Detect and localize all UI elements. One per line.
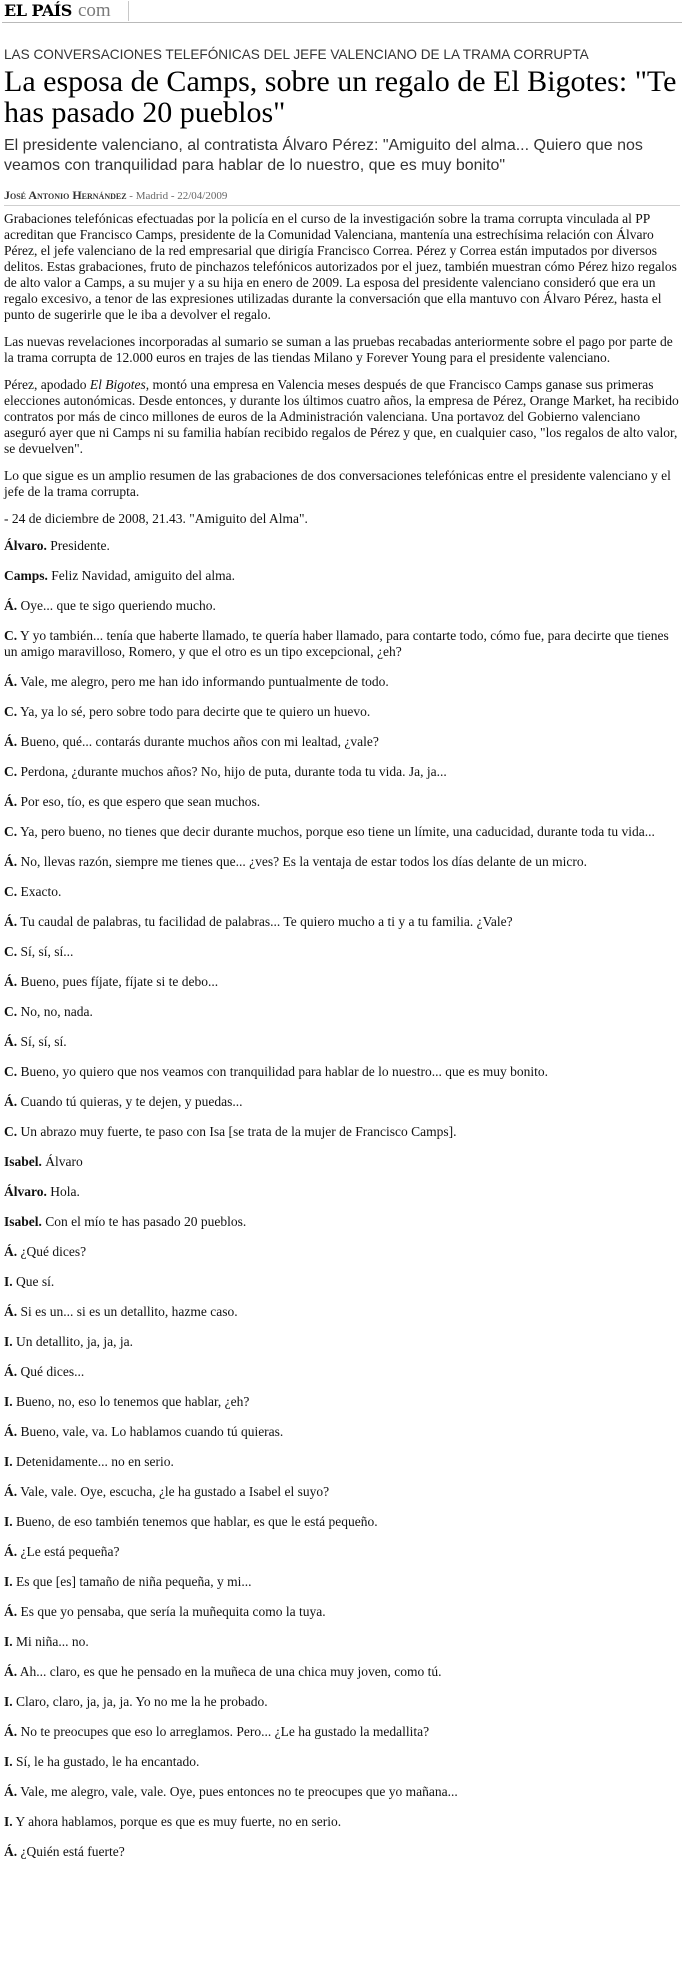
speaker-label: I. — [4, 1274, 13, 1289]
dialogue-line — [4, 1574, 680, 1590]
dialogue-text: Y ahora hablamos, porque es que es muy fuerte, no en serio. — [12, 1814, 342, 1829]
dialogue-text: Sí, sí, sí. — [17, 1034, 67, 1049]
dialogue-line — [4, 1334, 680, 1350]
dialogue-line — [4, 1064, 680, 1080]
speaker-label: I. — [4, 1514, 13, 1529]
dialogue-line — [4, 1604, 680, 1620]
paragraph: Grabaciones telefónicas efectuadas por la policía en el curso de la investigación sobre la trama corrupta vinculada al PP acreditan que Francisco Camps, presidente de la Comunidad Valenciana, mantenía una estrechísima relación con Álvaro Pérez, el jefe valenciano de la red empresarial que dirigía Francisco Correa. Pérez y Correa están imputados por diversos delitos. Estas grabaciones, fruto de pinchazos telefónicos autorizados por el juez, también muestran cómo Pérez hizo regalos de alto valor a Camps, a su mujer y a su hija en enero de 2009. La esposa del presidente valenciano consideró que era un regalo excesivo, a tenor de las expresiones utilizadas durante la conversación que ella mantuvo con Álvaro Pérez, hasta el punto de sugerirle que le iba a devolver el regalo. — [4, 211, 677, 322]
dialogue-text: Sí, sí, sí... — [17, 944, 74, 959]
dialogue-line — [4, 1544, 680, 1560]
paragraph-text: Pérez, apodado — [4, 377, 90, 392]
dialogue-line — [4, 734, 680, 750]
byline-place-date: - Madrid - 22/04/2009 — [126, 190, 228, 202]
dialogue-text: Vale, vale. Oye, escucha, ¿le ha gustado a Isabel el suyo? — [17, 1484, 330, 1499]
dialogue-line — [4, 1394, 680, 1410]
dialogue-line — [4, 914, 680, 930]
speaker-label: Á. — [4, 734, 18, 749]
paragraph-text: , montó una empresa en Valencia meses después de que Francisco Camps ganase sus primeras elecciones autonómicas. Desde entonces, y durante los últimos cuatro años, la empresa de Pérez, Orange Market, ha recibido contratos por más de cinco millones de euros de la Administración valenciana. Una portavoz del Gobierno valenciano aseguró ayer que ni Camps ni su familia habían recibido regalos de Pérez y que, en cualquier caso, "los regalos de alto valor, se devuelven". — [4, 377, 679, 456]
dialogue-text: Vale, me alegro, vale, vale. Oye, pues entonces no te preocupes que yo mañana... — [17, 1784, 458, 1799]
speaker-label: Á. — [4, 1094, 18, 1109]
dialogue-text: Bueno, yo quiero que nos veamos con tranquilidad para hablar de lo nuestro... que es muy bonito. — [17, 1064, 549, 1079]
nickname-italic: El Bigotes — [89, 377, 146, 392]
dialogue-line — [4, 1004, 680, 1020]
transcript-heading: - 24 de diciembre de 2008, 21.43. "Amiguito del Alma". — [4, 511, 308, 526]
dialogue-line — [4, 1274, 680, 1290]
dialogue-text: Es que yo pensaba, que sería la muñequita como la tuya. — [17, 1604, 326, 1619]
speaker-label: C. — [4, 944, 18, 959]
speaker-label: C. — [4, 1004, 18, 1019]
speaker-label: Isabel. — [4, 1214, 42, 1229]
dialogue-text: Sí, le ha gustado, le ha encantado. — [12, 1754, 200, 1769]
dialogue-line — [4, 538, 680, 554]
dialogue-text: Bueno, pues fíjate, fíjate si te debo... — [17, 974, 219, 989]
speaker-label: I. — [4, 1754, 13, 1769]
dialogue-line — [4, 1454, 680, 1470]
dialogue-line — [4, 1244, 680, 1260]
speaker-label: Isabel. — [4, 1154, 42, 1169]
speaker-label: C. — [4, 824, 18, 839]
dialogue-line — [4, 1694, 680, 1710]
speaker-label: Á. — [4, 1724, 18, 1739]
speaker-label: I. — [4, 1634, 13, 1649]
logo[interactable]: EL PAÍS — [4, 1, 72, 20]
speaker-label: Á. — [4, 1034, 18, 1049]
dialogue-line — [4, 794, 680, 810]
logo-suffix[interactable]: com — [78, 0, 111, 21]
dialogue-text: Bueno, vale, va. Lo hablamos cuando tú quieras. — [17, 1424, 284, 1439]
speaker-label: Á. — [4, 794, 18, 809]
paragraph: Las nuevas revelaciones incorporadas al sumario se suman a las pruebas recabadas anteriormente sobre el pago por parte de la trama corrupta de 12.000 euros en trajes de las tiendas Milano y Forever Young para el presidente valenciano. — [4, 334, 673, 365]
dialogue-text: Bueno, de eso también tenemos que hablar, es que le está pequeño. — [12, 1514, 378, 1529]
speaker-label: Á. — [4, 1604, 18, 1619]
speaker-label: Á. — [4, 1244, 18, 1259]
dialogue-line — [4, 854, 680, 870]
speaker-label: Á. — [4, 1424, 18, 1439]
dialogue-text: Cuando tú quieras, y te dejen, y puedas... — [17, 1094, 243, 1109]
dialogue-line — [4, 1664, 680, 1680]
speaker-label: Á. — [4, 854, 18, 869]
masthead — [2, 0, 682, 23]
byline — [4, 188, 227, 203]
dialogue-line — [4, 1184, 680, 1200]
dialogue-text: Exacto. — [17, 884, 62, 899]
speaker-label: Á. — [4, 1844, 18, 1859]
dialogue-text: No, llevas razón, siempre me tienes que... ¿ves? Es la ventaja de estar todos los días delante de un micro. — [17, 854, 587, 869]
dialogue-line — [4, 1784, 680, 1800]
dialogue-line — [4, 944, 680, 960]
dialogue-line — [4, 1514, 680, 1530]
dialogue-line — [4, 1214, 680, 1230]
dialogue-text: Mi niña... no. — [12, 1634, 89, 1649]
dialogue-text: Por eso, tío, es que espero que sean muchos. — [17, 794, 261, 809]
dialogue-line — [4, 1424, 680, 1440]
speaker-label: C. — [4, 1124, 18, 1139]
dialogue-text: Es que [es] tamaño de niña pequeña, y mi... — [12, 1574, 252, 1589]
speaker-label: I. — [4, 1694, 13, 1709]
dialogue-line — [4, 1364, 680, 1380]
dialogue-line — [4, 974, 680, 990]
speaker-label: Á. — [4, 1304, 18, 1319]
dialogue-line — [4, 628, 680, 660]
dialogue-line — [4, 764, 680, 780]
speaker-label: I. — [4, 1334, 13, 1349]
speaker-label: I. — [4, 1814, 13, 1829]
article-body — [4, 211, 680, 1874]
dialogue-text: Y yo también... tenía que haberte llamado, te quería haber llamado, para contarte todo, cómo fue, para decirte que tienes un amigo maravilloso, Romero, y que el otro es un tipo excepcional, ¿eh? — [4, 628, 669, 659]
dialogue-line — [4, 598, 680, 614]
speaker-label: Álvaro. — [4, 538, 47, 553]
dialogue-text: ¿Quién está fuerte? — [17, 1844, 125, 1859]
masthead-divider — [128, 1, 129, 21]
dialogue-line — [4, 704, 680, 720]
byline-divider — [4, 205, 680, 206]
dialogue-text: Presidente. — [46, 538, 110, 553]
dialogue-text: No, no, nada. — [17, 1004, 93, 1019]
dialogue-line — [4, 1484, 680, 1500]
dialogue-line — [4, 1154, 680, 1170]
transcript — [4, 538, 680, 1860]
headline: La esposa de Camps, sobre un regalo de El Bigotes: "Te has pasado 20 pueblos" — [4, 65, 677, 129]
dialogue-text: Un detallito, ja, ja, ja. — [12, 1334, 133, 1349]
dialogue-text: Ah... claro, es que he pensado en la muñeca de una chica muy joven, como tú. — [17, 1664, 442, 1679]
dialogue-line — [4, 568, 680, 584]
dialogue-line — [4, 1844, 680, 1860]
dialogue-line — [4, 884, 680, 900]
dialogue-text: No te preocupes que eso lo arreglamos. Pero... ¿Le ha gustado la medallita? — [17, 1724, 430, 1739]
speaker-label: I. — [4, 1454, 13, 1469]
speaker-label: Á. — [4, 674, 18, 689]
speaker-label: Á. — [4, 914, 18, 929]
dialogue-line — [4, 674, 680, 690]
speaker-label: Á. — [4, 1544, 18, 1559]
dialogue-text: Que sí. — [12, 1274, 55, 1289]
speaker-label: Á. — [4, 1364, 18, 1379]
dialogue-text: Bueno, qué... contarás durante muchos años con mi lealtad, ¿vale? — [17, 734, 379, 749]
dialogue-text: Si es un... si es un detallito, hazme caso. — [17, 1304, 238, 1319]
dialogue-text: Perdona, ¿durante muchos años? No, hijo de puta, durante toda tu vida. Ja, ja... — [17, 764, 447, 779]
dialogue-text: Vale, me alegro, pero me han ido informando puntualmente de todo. — [17, 674, 389, 689]
dialogue-text: Oye... que te sigo queriendo mucho. — [17, 598, 216, 613]
dialogue-line — [4, 1304, 680, 1320]
speaker-label: C. — [4, 1064, 18, 1079]
dialogue-line — [4, 1724, 680, 1740]
dialogue-text: Un abrazo muy fuerte, te paso con Isa [se trata de la mujer de Francisco Camps]. — [17, 1124, 457, 1139]
speaker-label: C. — [4, 704, 18, 719]
speaker-label: Á. — [4, 1784, 18, 1799]
dialogue-text: Ya, pero bueno, no tienes que decir durante muchos, porque eso tiene un límite, una caducidad, durante toda tu vida... — [17, 824, 655, 839]
dialogue-text: Feliz Navidad, amiguito del alma. — [47, 568, 235, 583]
dialogue-line — [4, 824, 680, 840]
dialogue-text: Detenidamente... no en serio. — [12, 1454, 174, 1469]
paragraph — [4, 377, 680, 457]
dialogue-line — [4, 1814, 680, 1830]
dialogue-text: Álvaro — [41, 1154, 83, 1169]
subtitle: El presidente valenciano, al contratista Álvaro Pérez: "Amiguito del alma... Quiero que nos veamos con tranquilidad para hablar de lo nuestro, que es muy bonito" — [4, 137, 643, 174]
dialogue-text: Qué dices... — [17, 1364, 85, 1379]
dialogue-text: Ya, ya lo sé, pero sobre todo para decirte que te quiero un huevo. — [17, 704, 371, 719]
dialogue-line — [4, 1754, 680, 1770]
speaker-label: C. — [4, 884, 18, 899]
kicker: LAS CONVERSACIONES TELEFÓNICAS DEL JEFE VALENCIANO DE LA TRAMA CORRUPTA — [4, 47, 589, 62]
speaker-label: Á. — [4, 974, 18, 989]
dialogue-text: ¿Le está pequeña? — [17, 1544, 120, 1559]
dialogue-line — [4, 1634, 680, 1650]
speaker-label: Á. — [4, 598, 18, 613]
speaker-label: I. — [4, 1394, 13, 1409]
dialogue-text: ¿Qué dices? — [17, 1244, 87, 1259]
speaker-label: C. — [4, 628, 18, 643]
speaker-label: Á. — [4, 1484, 18, 1499]
paragraph: Lo que sigue es un amplio resumen de las grabaciones de dos conversaciones telefónicas entre el presidente valenciano y el jefe de la trama corrupta. — [4, 468, 671, 499]
dialogue-text: Claro, claro, ja, ja, ja. Yo no me la he probado. — [12, 1694, 268, 1709]
dialogue-line — [4, 1124, 680, 1140]
speaker-label: I. — [4, 1574, 13, 1589]
dialogue-text: Hola. — [46, 1184, 80, 1199]
dialogue-line — [4, 1034, 680, 1050]
dialogue-text: Bueno, no, eso lo tenemos que hablar, ¿eh? — [12, 1394, 250, 1409]
speaker-label: Á. — [4, 1664, 18, 1679]
byline-author[interactable]: José Antonio Hernández — [4, 188, 127, 202]
dialogue-text: Con el mío te has pasado 20 pueblos. — [41, 1214, 247, 1229]
dialogue-text: Tu caudal de palabras, tu facilidad de palabras... Te quiero mucho a ti y a tu familia. ¿Vale? — [17, 914, 513, 929]
speaker-label: Camps. — [4, 568, 48, 583]
speaker-label: Álvaro. — [4, 1184, 47, 1199]
speaker-label: C. — [4, 764, 18, 779]
dialogue-line — [4, 1094, 680, 1110]
